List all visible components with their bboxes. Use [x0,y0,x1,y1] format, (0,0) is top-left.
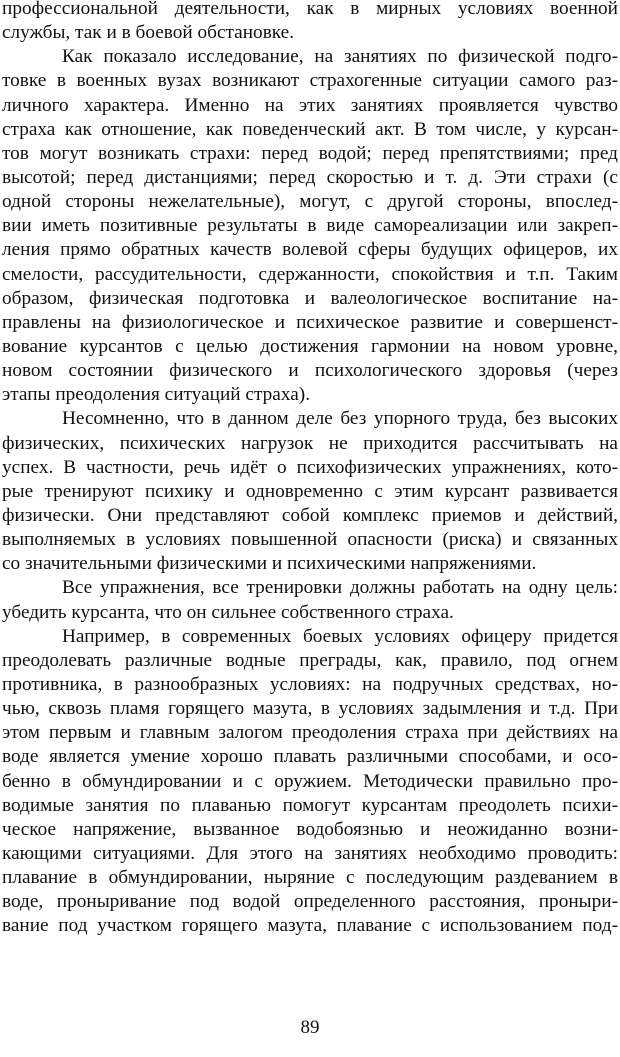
text-line: этом первым и главным залогом преодоления страха при действиях на [2,722,618,744]
text-line: правлены на физиологическое и психическое развитие и совершенст- [2,311,618,333]
text-line: этапы преодоления ситуаций страха). [2,384,311,406]
text-line: новом состоянии физического и психологического здоровья (через [2,360,618,382]
text-line: образом, физическая подготовка и валеологическое воспитание на- [2,287,618,309]
text-line: Все упражнения, все тренировки должны работать на одну цель: [62,577,618,599]
text-line: тов могут возникать страхи: перед водой; перед препятствиями; пред [2,142,618,164]
text-line: смелости, рассудительности, сдержанности, спокойствия и т.п. Таким [2,263,618,285]
text-line: страха как отношение, как поведенческий акт. В том числе, у курсан- [2,118,618,140]
text-line: физически. Они представляют собой комплекс приемов и действий, [2,504,618,526]
text-line: товке в военных вузах возникают страхогенные ситуации самого раз- [2,70,618,92]
text-line: вии иметь позитивные результаты в виде самореализации или закреп- [2,215,618,237]
text-line: рые тренируют психику и одновременно с этим курсант развивается [2,480,618,502]
page-number: 89 [300,1017,320,1038]
text-line: чью, сквозь пламя горящего мазута, в условиях задымления и т.д. При [2,698,618,720]
text-line: физических, психических нагрузок не приходится рассчитывать на [2,432,618,454]
text-line: плавание в обмундировании, ныряние с последующим раздеванием в [2,867,618,889]
text-line: ления прямо обратных качеств волевой сферы будущих офицеров, их [2,239,618,261]
text-line: со значительными физическими и психическими напряжениями. [2,553,537,575]
text-line: ческое напряжение, вызванное водобоязнью и неожиданно возни- [2,818,618,840]
text-line: бенно в обмундировании и с оружием. Методически правильно про- [2,770,618,792]
text-line: Например, в современных боевых условиях офицеру придется [62,625,618,647]
text-line: кающими ситуациями. Для этого на занятиях необходимо проводить: [2,842,618,864]
text-line: воде является умение хорошо плавать различными способами, и осо- [2,746,618,768]
text-line: службы, так и в боевой обстановке. [2,22,295,44]
text-line: противника, в разнообразных условиях: на подручных средствах, но- [2,673,618,695]
text-line: вование курсантов с целью достижения гармонии на новом уровне, [2,335,618,357]
text-line: одной стороны нежелательные), могут, с другой стороны, впослед- [2,191,618,213]
text-line: успех. В частности, речь идёт о психофизических упражнениях, кото- [2,456,618,478]
text-line: водимые занятия по плаванью помогут курсантам преодолеть психи- [2,794,618,816]
text-line: Как показало исследование, на занятиях по физической подго- [62,46,618,68]
text-line: вание под участком горящего мазута, плавание с использованием под- [2,915,618,937]
text-line: преодолевать различные водные преграды, как, правило, под огнем [2,649,618,671]
text-line: убедить курсанта, что он сильнее собственного страха. [2,601,454,623]
text-line: выполняемых в условиях повышенной опасности (риска) и связанных [2,529,618,551]
text-line: Несомненно, что в данном деле без упорного труда, без высоких [62,408,618,430]
text-line: воде, проныривание под водой определенного расстояния, проныри- [2,891,618,913]
text-line: высотой; перед дистанциями; перед скоростью и т. д. Эти страхи (с [2,166,618,188]
body-text [2,0,618,938]
text-line: личного характера. Именно на этих занятиях проявляется чувство [2,94,618,116]
text-line: профессиональной деятельности, как в мирных условиях военной [2,0,618,19]
